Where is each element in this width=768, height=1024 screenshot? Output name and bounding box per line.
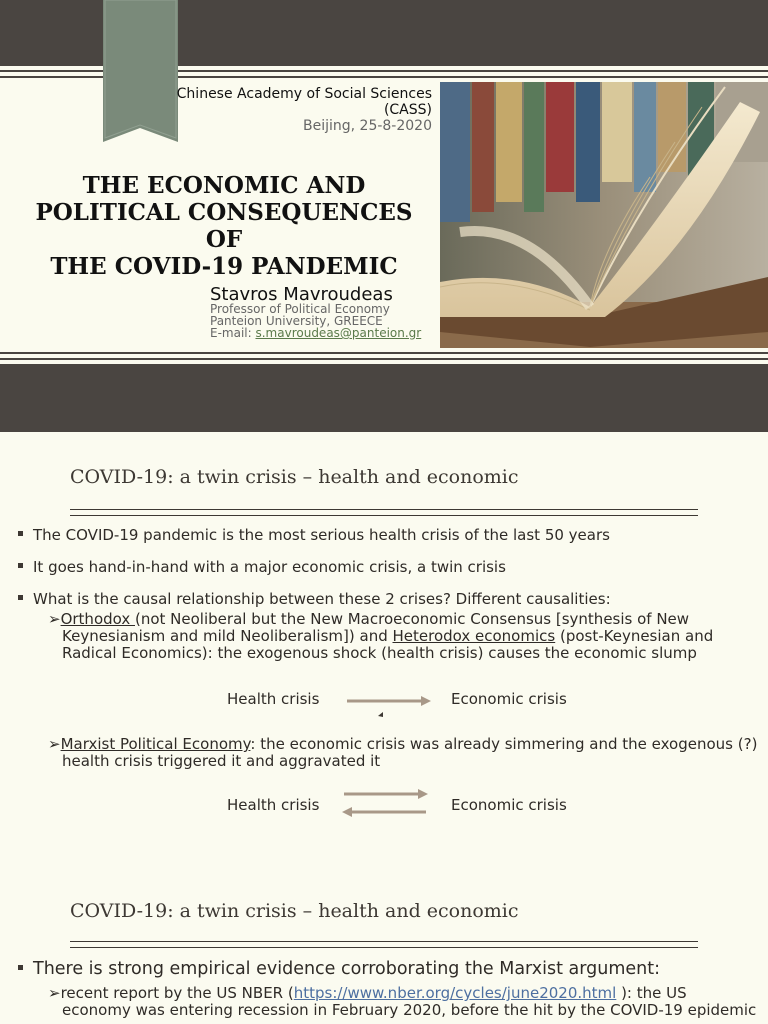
sub-bullet-line: [48, 753, 758, 770]
bullet-square-icon: [18, 531, 23, 536]
bullet-text: There is strong empirical evidence corroborating the Marxist argument:: [33, 959, 661, 979]
email-label: E-mail:: [210, 326, 256, 340]
flow2-left-label: Health crisis: [227, 796, 320, 814]
sub-bullet-text: (not Neoliberal but the New Macroeconomic Consensus [synthesis of New: [135, 610, 690, 628]
bullet-text: The COVID-19 pandemic is the most serious health crisis of the last 50 years: [33, 526, 610, 544]
bidirectional-arrows-icon: [340, 787, 430, 819]
affiliation-university: Panteion University, GREECE: [210, 314, 383, 328]
bullet-item: [18, 526, 610, 544]
email-link[interactable]: s.mavroudeas@panteion.gr: [255, 326, 422, 340]
title-slide: [0, 0, 768, 432]
slide-heading: COVID-19: a twin crisis – health and economic: [70, 466, 519, 488]
bullet-item: [18, 590, 611, 608]
bookmark-ribbon: [103, 0, 178, 142]
heterodox-link: Heterodox economics: [392, 627, 556, 645]
heading-double-rule: [70, 509, 698, 516]
sub-bullet-text: economy was entering recession in February 2020, before the hit by the COVID-19 epidemic: [62, 1001, 757, 1019]
author-name: Stavros Mavroudeas: [210, 284, 393, 305]
orthodox-link: Orthodox: [60, 610, 135, 628]
title-line: POLITICAL CONSEQUENCES OF: [35, 199, 413, 253]
bottom-rule-2: [0, 358, 768, 360]
bullet-text: It goes hand-in-hand with a major economic crisis, a twin crisis: [33, 558, 506, 576]
flow1-left-label: Health crisis: [227, 690, 320, 708]
bullet-text: What is the causal relationship between these 2 crises? Different causalities:: [33, 590, 611, 608]
bullet-square-icon: [18, 965, 23, 970]
affiliation-title: Professor of Political Economy: [210, 302, 390, 316]
sub-bullet-line: [48, 645, 748, 662]
content-slide-2: [0, 866, 768, 1024]
sub-bullet-line: [48, 628, 748, 645]
bullet-square-icon: [18, 563, 23, 568]
sub-bullet-line: [48, 611, 748, 628]
sub-bullet-line: [48, 1002, 763, 1019]
heading-double-rule: [70, 941, 698, 948]
institution-block: [177, 86, 432, 134]
bottom-rule-1: [0, 352, 768, 354]
small-marker-icon: [378, 712, 384, 718]
sub-bullet-nber: [48, 985, 763, 1019]
right-arrow-icon: [345, 694, 431, 708]
sub-bullet-text: Keynesianism and mild Neoliberalism]) and: [62, 627, 393, 645]
sub-bullet-orthodox: [48, 611, 748, 662]
sub-bullet-marxist: [48, 736, 758, 770]
slide-heading: COVID-19: a twin crisis – health and economic: [70, 900, 519, 922]
marxist-link: Marxist Political Economy: [60, 735, 251, 753]
bullet-square-icon: [18, 595, 23, 600]
affiliation-email-row: [210, 327, 421, 339]
nber-link[interactable]: https://www.nber.org/cycles/june2020.html: [293, 984, 617, 1002]
flow1-right-label: Economic crisis: [451, 690, 567, 708]
bottom-band: [0, 364, 768, 432]
sub-bullet-text: recent report by the US NBER (: [60, 984, 294, 1002]
open-book-photo: [440, 82, 768, 348]
sub-bullet-text: : the economic crisis was already simmering and the exogenous (?): [250, 735, 758, 753]
presentation-title: [14, 172, 434, 280]
sub-bullet-line: [48, 736, 758, 753]
author-affiliation: [210, 303, 421, 339]
institution-abbr: (CASS): [383, 102, 432, 118]
arrow-bullet-icon: ➢: [48, 984, 61, 1002]
arrow-bullet-icon: ➢: [48, 610, 61, 628]
sub-bullet-line: [48, 985, 763, 1002]
flow2-right-label: Economic crisis: [451, 796, 567, 814]
place-date: Beijing, 25-8-2020: [302, 118, 432, 134]
bullet-item: [18, 558, 506, 576]
sub-bullet-text: ): the US: [616, 984, 687, 1002]
sub-bullet-text: health crisis triggered it and aggravated it: [62, 752, 381, 770]
bullet-item: [18, 959, 660, 979]
institution-name: Chinese Academy of Social Sciences: [176, 86, 432, 102]
content-slide-1: [0, 432, 768, 866]
title-line: THE COVID-19 PANDEMIC: [50, 253, 398, 280]
arrow-bullet-icon: ➢: [48, 735, 61, 753]
title-line: THE ECONOMIC AND: [82, 172, 366, 199]
sub-bullet-text: Radical Economics): the exogenous shock (health crisis) causes the economic slump: [62, 644, 697, 662]
sub-bullet-text: (post-Keynesian and: [555, 627, 714, 645]
